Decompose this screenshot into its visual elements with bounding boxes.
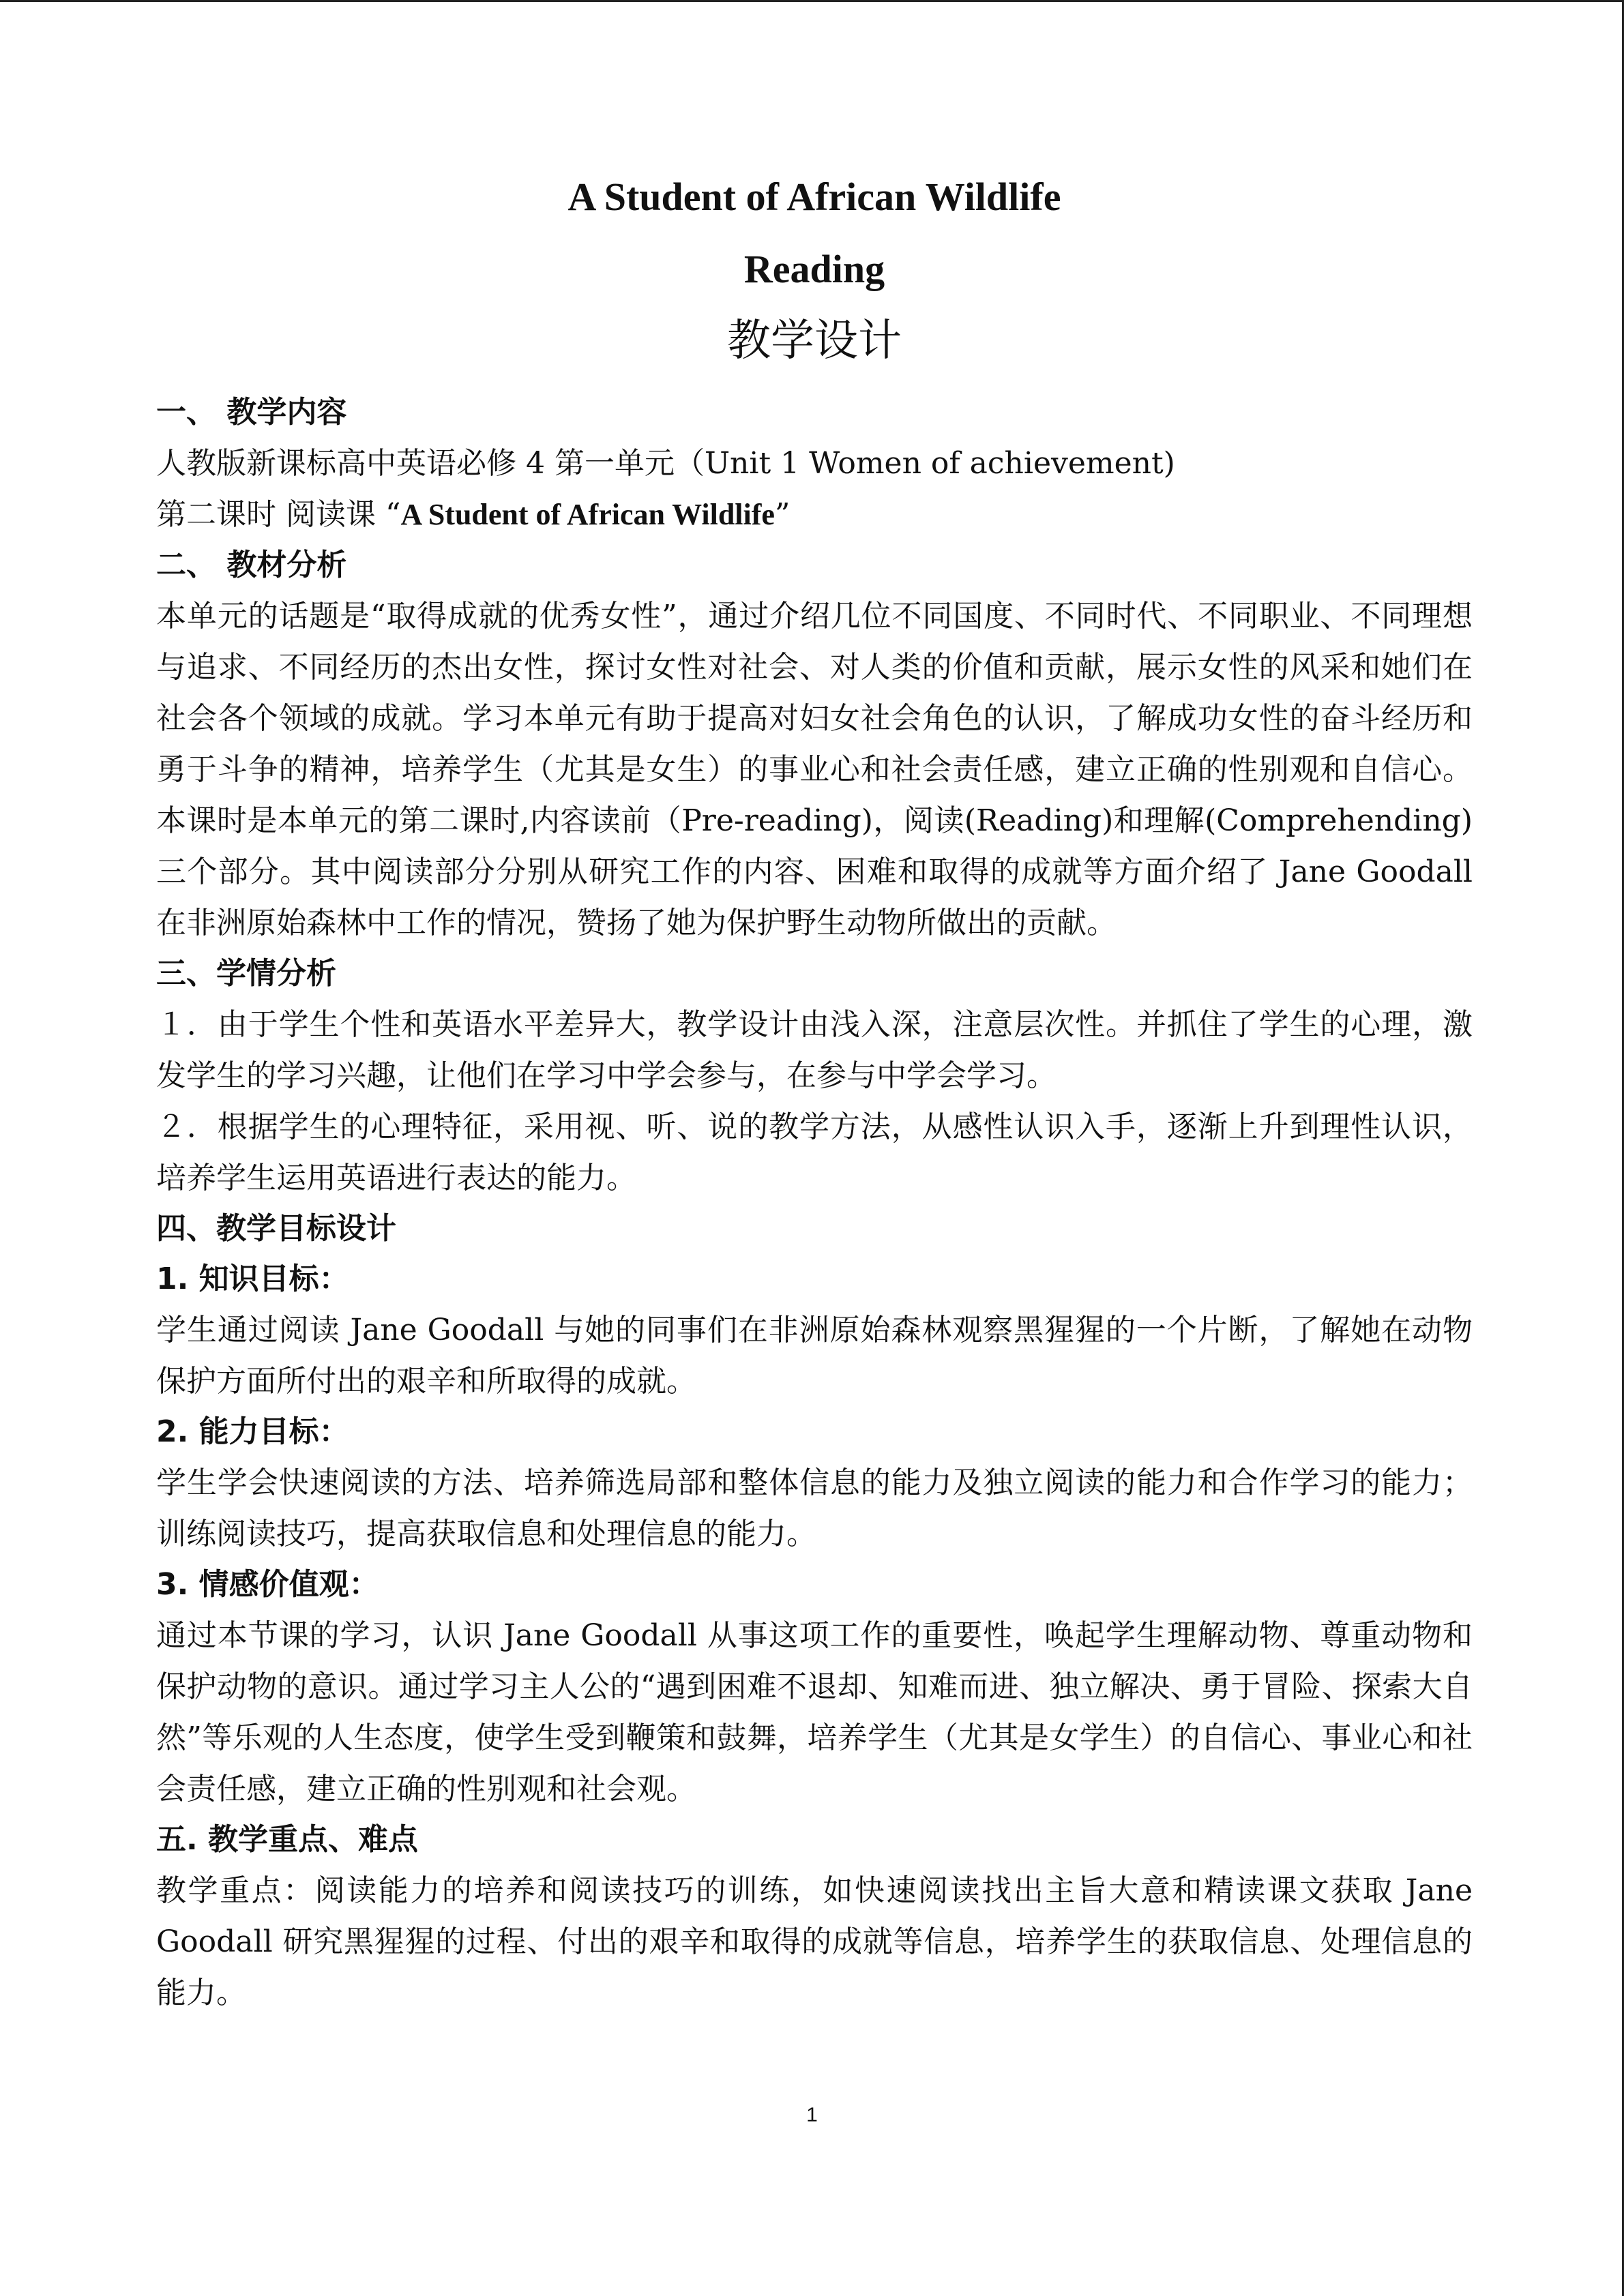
page-number: 1: [806, 2104, 818, 2126]
document-body: [156, 164, 1473, 2018]
objective-values-heading: 3. 情感价值观：: [156, 1567, 379, 1602]
objective-knowledge-heading: 1. 知识目标：: [156, 1262, 349, 1296]
lesson-close-mark: ”: [774, 497, 791, 532]
section-heading-student-analysis: 三、学情分析: [156, 956, 336, 991]
lesson-title: A Student of African Wildlife: [400, 498, 775, 531]
document-title: A Student of African Wildlife: [567, 175, 1061, 219]
lesson-info-prefix: 第二课时 阅读课: [156, 497, 385, 532]
student-analysis-item-2: ２．根据学生的心理特征，采用视、听、说的教学方法，从感性认识入手，逐渐上升到理性认识，培养学生运用英语进行表达的能力。: [156, 1109, 1473, 1195]
document-subtitle-cn: 教学设计: [727, 316, 902, 366]
material-analysis-paragraph: 本单元的话题是“取得成就的优秀女性”，通过介绍几位不同国度、不同时代、不同职业、不同理想与追求、不同经历的杰出女性，探讨女性对社会、对人类的价值和贡献，展示女性的风采和她们在社会各个领域的成就。学习本单元有助于提高对妇女社会角色的认识，了解成功女性的奋斗经历和勇于斗争的精神，培养学生（尤其是女生）的事业心和社会责任感，建立正确的性别观和自信心。本课时是本单元的第二课时,内容读前（Pre-reading)，阅读(Reading)和理解(Comprehending) 三个部分。其中阅读部分分别从研究工作的内容、困难和取得的成就等方面介绍了 Jane Goodall 在非洲原始森林中工作的情况，赞扬了她为保护野生动物所做出的贡献。: [156, 599, 1473, 940]
section-heading-key-points: 五. 教学重点、难点: [156, 1822, 419, 1857]
section-heading-material-analysis: 二、 教材分析: [156, 548, 347, 582]
lesson-info-line: [156, 489, 1473, 540]
key-points-text: 教学重点：阅读能力的培养和阅读技巧的训练，如快速阅读找出主旨大意和精读课文获取 Jane Goodall 研究黑猩猩的过程、付出的艰辛和取得的成就等信息，培养学生的获取信息、处理信息的能力。: [156, 1873, 1473, 2010]
course-info-line: 人教版新课标高中英语必修 4 第一单元（Unit 1 Women of achievement): [156, 446, 1175, 481]
objective-ability-text: 学生学会快速阅读的方法、培养筛选局部和整体信息的能力及独立阅读的能力和合作学习的能力；训练阅读技巧，提高获取信息和处理信息的能力。: [156, 1465, 1473, 1551]
section-heading-content: 一、 教学内容: [156, 395, 347, 430]
document-subtitle-en: Reading: [743, 247, 885, 291]
objective-knowledge-text: 学生通过阅读 Jane Goodall 与她的同事们在非洲原始森林观察黑猩猩的一个片断，了解她在动物保护方面所付出的艰辛和所取得的成就。: [156, 1313, 1473, 1399]
student-analysis-item-1: １．由于学生个性和英语水平差异大，教学设计由浅入深，注意层次性。并抓住了学生的心理，激发学生的学习兴趣，让他们在学习中学会参与，在参与中学会学习。: [156, 1007, 1473, 1093]
objective-ability-heading: 2. 能力目标：: [156, 1414, 349, 1449]
lesson-open-mark: “: [385, 497, 401, 532]
objective-values-text: 通过本节课的学习，认识 Jane Goodall 从事这项工作的重要性，唤起学生理解动物、尊重动物和保护动物的意识。通过学习主人公的“遇到困难不退却、知难而进、独立解决、勇于冒险、探索大自然”等乐观的人生态度，使学生受到鞭策和鼓舞，培养学生（尤其是女学生）的自信心、事业心和社会责任感，建立正确的性别观和社会观。: [156, 1618, 1473, 1806]
section-heading-objectives: 四、教学目标设计: [156, 1211, 396, 1246]
